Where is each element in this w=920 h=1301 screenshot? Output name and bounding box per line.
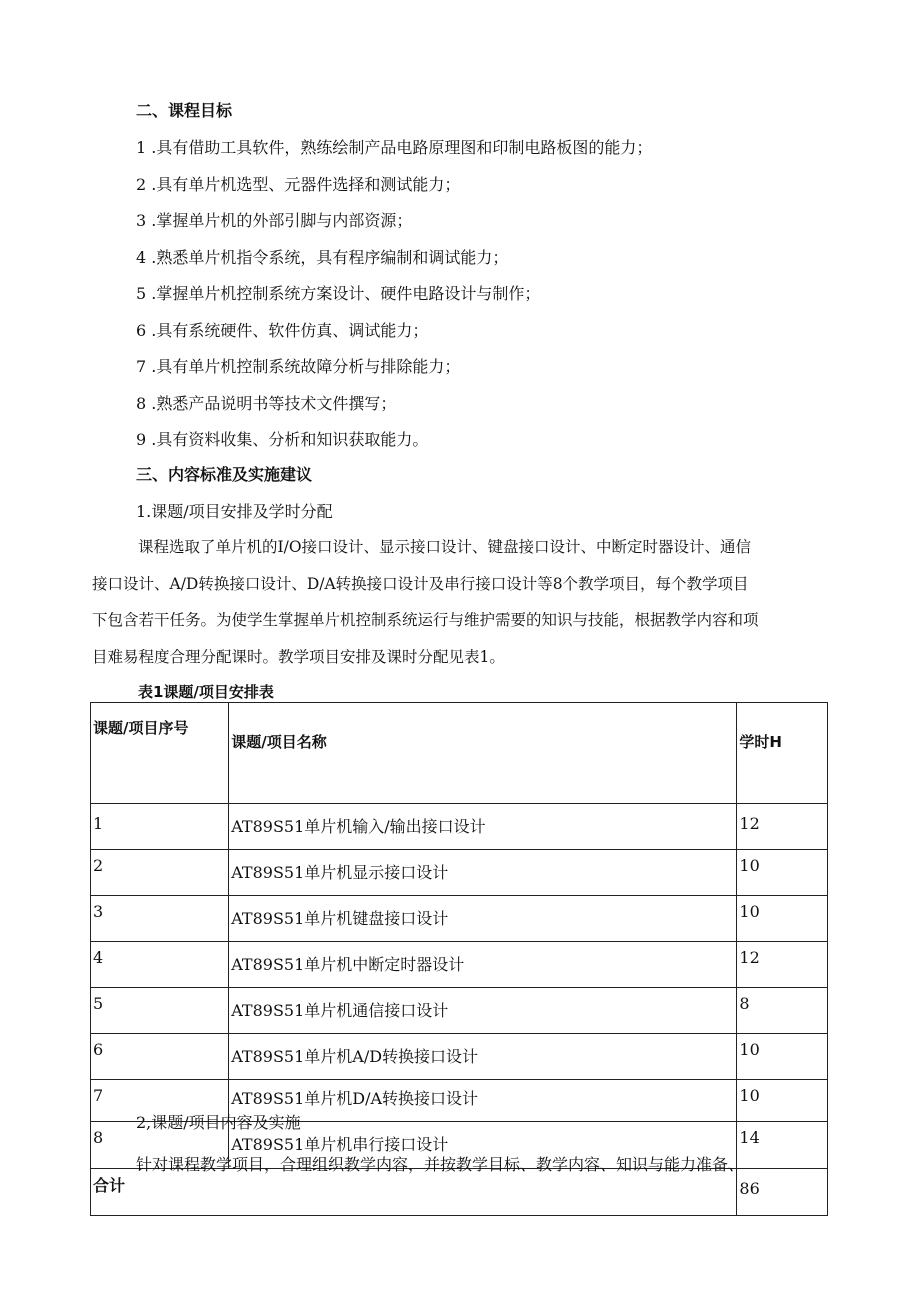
goal-item-2: 2 .具有单片机选型、元器件选择和测试能力； xyxy=(136,175,461,194)
row-number: 5 xyxy=(91,988,229,1034)
row-hours: 10 xyxy=(737,1080,828,1122)
header-project-number: 课题/项目序号 xyxy=(91,703,229,804)
table-caption: 表1课题/项目安排表 xyxy=(138,683,274,701)
table-row xyxy=(91,850,828,896)
row-name: AT89S51单片机显示接口设计 xyxy=(229,850,737,896)
row-number: 1 xyxy=(91,804,229,850)
goal-item-5: 5 .掌握单片机控制系统方案设计、硬件电路设计与制作； xyxy=(136,284,541,303)
row-hours: 10 xyxy=(737,896,828,942)
paragraph-line-3: 下包含若干任务。为使学生掌握单片机控制系统运行与维护需要的知识与技能，根据教学内容和项 xyxy=(92,611,759,629)
total-hours: 86 xyxy=(737,1169,828,1216)
goal-item-9: 9 .具有资料收集、分析和知识获取能力。 xyxy=(136,430,429,449)
row-name: AT89S51单片机串行接口设计 xyxy=(229,1122,737,1169)
paragraph-line-1: 课程选取了单片机的I/O接口设计、显示接口设计、键盘接口设计、中断定时器设计、通信 xyxy=(138,538,752,556)
row-number: 8 xyxy=(91,1122,229,1169)
goal-item-1: 1 .具有借助工具软件，熟练绘制产品电路原理图和印制电路板图的能力； xyxy=(136,138,653,157)
table-total-row xyxy=(91,1169,828,1216)
row-number: 3 xyxy=(91,896,229,942)
row-hours: 10 xyxy=(737,1034,828,1080)
goal-item-6: 6 .具有系统硬件、软件仿真、调试能力； xyxy=(136,321,429,340)
row-name: AT89S51单片机中断定时器设计 xyxy=(229,942,737,988)
row-hours: 10 xyxy=(737,850,828,896)
table-header-row xyxy=(91,703,828,804)
header-project-name: 课题/项目名称 xyxy=(229,703,737,804)
row-hours: 12 xyxy=(737,942,828,988)
project-table xyxy=(90,702,828,1216)
header-hours: 学时H xyxy=(737,703,828,804)
goal-item-8: 8 .熟悉产品说明书等技术文件撰写； xyxy=(136,394,397,413)
paragraph-line-2: 接口设计、A/D转换接口设计、D/A转换接口设计及串行接口设计等8个教学项目，每个教学项目 xyxy=(92,575,749,593)
table-row xyxy=(91,988,828,1034)
paragraph-final-line: 针对课程教学项目，合理组织教学内容，并按教学目标、教学内容、知识与能力准备、 xyxy=(136,1155,745,1174)
table-row xyxy=(91,1034,828,1080)
goal-item-4: 4 .熟悉单片机指令系统，具有程序编制和调试能力； xyxy=(136,248,509,267)
section-heading-course-goals: 二、课程目标 xyxy=(136,101,233,120)
section-heading-content-standards: 三、内容标准及实施建议 xyxy=(136,465,313,484)
row-hours: 12 xyxy=(737,804,828,850)
total-label: 合计 xyxy=(91,1169,737,1216)
row-name: AT89S51单片机输入/输出接口设计 xyxy=(229,804,737,850)
row-number: 2 xyxy=(91,850,229,896)
subheading-project-content: 2,课题/项目内容及实施 xyxy=(136,1113,301,1132)
row-name: AT89S51单片机通信接口设计 xyxy=(229,988,737,1034)
subheading-project-arrangement: 1.课题/项目安排及学时分配 xyxy=(136,502,333,521)
row-name: AT89S51单片机A/D转换接口设计 xyxy=(229,1034,737,1080)
row-name: AT89S51单片机键盘接口设计 xyxy=(229,896,737,942)
table-row xyxy=(91,942,828,988)
row-hours: 8 xyxy=(737,988,828,1034)
row-hours: 14 xyxy=(737,1122,828,1169)
row-number: 6 xyxy=(91,1034,229,1080)
row-number: 4 xyxy=(91,942,229,988)
table-row xyxy=(91,804,828,850)
table-row xyxy=(91,896,828,942)
goal-item-3: 3 .掌握单片机的外部引脚与内部资源； xyxy=(136,211,413,230)
goal-item-7: 7 .具有单片机控制系统故障分析与排除能力； xyxy=(136,357,461,376)
row-number: 7 xyxy=(91,1080,229,1122)
paragraph-line-4: 目难易程度合理分配课时。教学项目安排及课时分配见表1。 xyxy=(92,648,505,666)
row-name: AT89S51单片机D/A转换接口设计 xyxy=(229,1080,737,1122)
